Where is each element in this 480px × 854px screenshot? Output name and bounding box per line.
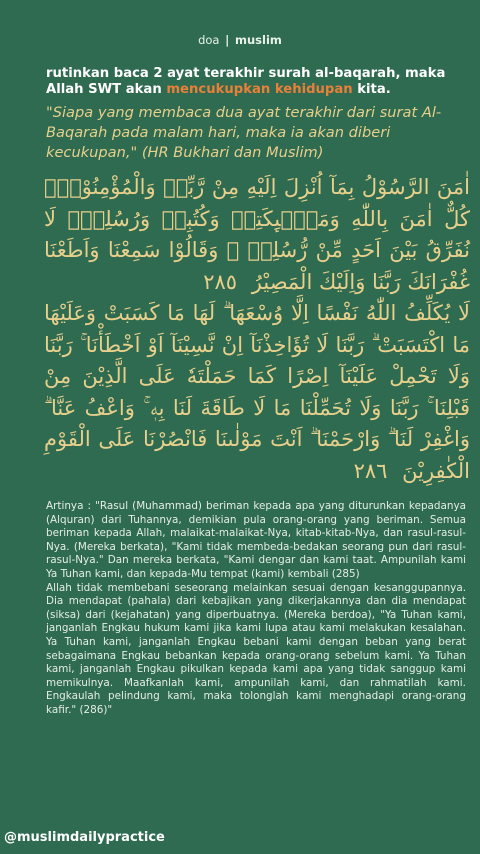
headline-text-2: kita. xyxy=(352,82,391,97)
verse-285-text: اٰمَنَ الرَّسُوْلُ بِمَآ اُنْزِلَ اِلَيْهِ مِنْ رَّبِّهٖ وَالْمُؤْمِنُوْنَۗ كُلٌّ اٰمَنَ بِاللّٰهِ وَمَلٰۤىِٕكَتِهٖ وَكُتُبِهٖ وَرُسُلِهٖۗ لَا نُفَرِّقُ بَيْنَ اَحَدٍ مِّنْ رُّسُلِهٖ ۗ وَقَالُوْا سَمِعْنَا وَاَطَعْنَا غُفْرَانَكَ رَبَّنَا وَاِلَيْكَ الْمَصِيْرُ xyxy=(44,175,470,294)
headline-accent: mencukupkan kehidupan xyxy=(166,82,353,97)
translation-block xyxy=(46,500,466,718)
verse-286-number: ٢٨٦ xyxy=(353,458,388,483)
hadith-quote: "Siapa yang membaca dua ayat terakhir dari surat Al-Baqarah pada malam hari, maka ia akan diberi kecukupan," (HR Bukhari dan Muslim) xyxy=(46,104,442,161)
headline xyxy=(46,66,466,98)
headline-text-1: rutinkan baca 2 ayat terakhir surah al-baqarah, maka Allah SWT akan xyxy=(46,66,446,97)
brand-label: muslim xyxy=(235,33,282,47)
verse-285-number: ٢٨٥ xyxy=(203,269,238,294)
header-separator: | xyxy=(225,33,230,47)
translation-paragraph-285: Artinya : "Rasul (Muhammad) beriman kepada apa yang diturunkan kepadanya (Alquran) dari Tuhannya, demikian pula orang-orang yang beriman. Semua beriman kepada Allah, malaikat-malaikat-Nya, kitab-kitab-Nya, dan rasul-rasul-Nya. (Mereka berkata), "Kami tidak membeda-bedakan seorang pun dari rasul-rasul-Nya." Dan mereka berkata, "Kami dengar dan kami taat. Ampunilah kami Ya Tuhan kami, dan kepada-Mu tempat (kami) kembali (285) xyxy=(46,500,466,580)
translation-paragraph-286: Allah tidak membebani seseorang melainkan sesuai dengan kesanggupannya. Dia mendapat (pahala) dari kebajikan yang dikerjakannya dan dia mendapat (siksa) dari (kejahatan) yang diperbuatnya. (Mereka berdoa), "Ya Tuhan kami, janganlah Engkau hukum kami jika kami lupa atau kami melakukan kesalahan. Ya Tuhan kami, janganlah Engkau bebani kami dengan beban yang berat sebagaimana Engkau bebankan kepada orang-orang sebelum kami. Ya Tuhan kami, janganlah Engkau pikulkan kepada kami apa yang tidak sanggup kami memikulnya. Maafkanlah kami, ampunilah kami, dan rahmatilah kami. Engkaulah pelindung kami, maka tolonglah kami menghadapi orang-orang kafir." (286)" xyxy=(46,581,466,716)
top-header xyxy=(0,33,480,47)
arabic-verses xyxy=(44,172,470,487)
account-handle[interactable]: @muslimdailypractice xyxy=(4,830,165,845)
verse-286 xyxy=(44,298,470,487)
verse-286-text: لَا يُكَلِّفُ اللّٰهُ نَفْسًا اِلَّا وُسْعَهَا ۗ لَهَا مَا كَسَبَتْ وَعَلَيْهَا مَا اكْتَسَبَتْ ۗ رَبَّنَا لَا تُؤَاخِذْنَآ اِنْ نَّسِيْنَآ اَوْ اَخْطَأْنَا ۚ رَبَّنَا وَلَا تَحْمِلْ عَلَيْنَآ اِصْرًا كَمَا حَمَلْتَهٗ عَلَى الَّذِيْنَ مِنْ قَبْلِنَا ۚ رَبَّنَا وَلَا تُحَمِّلْنَا مَا لَا طَاقَةَ لَنَا بِهٖ ۚ وَاعْفُ عَنَّا ۗ وَاغْفِرْ لَنَا ۗ وَارْحَمْنَا ۗ اَنْتَ مَوْلٰىنَا فَانْصُرْنَا عَلَى الْقَوْمِ الْكٰفِرِيْنَ xyxy=(44,301,470,483)
category-label: doa xyxy=(198,33,220,47)
verse-285 xyxy=(44,172,470,298)
